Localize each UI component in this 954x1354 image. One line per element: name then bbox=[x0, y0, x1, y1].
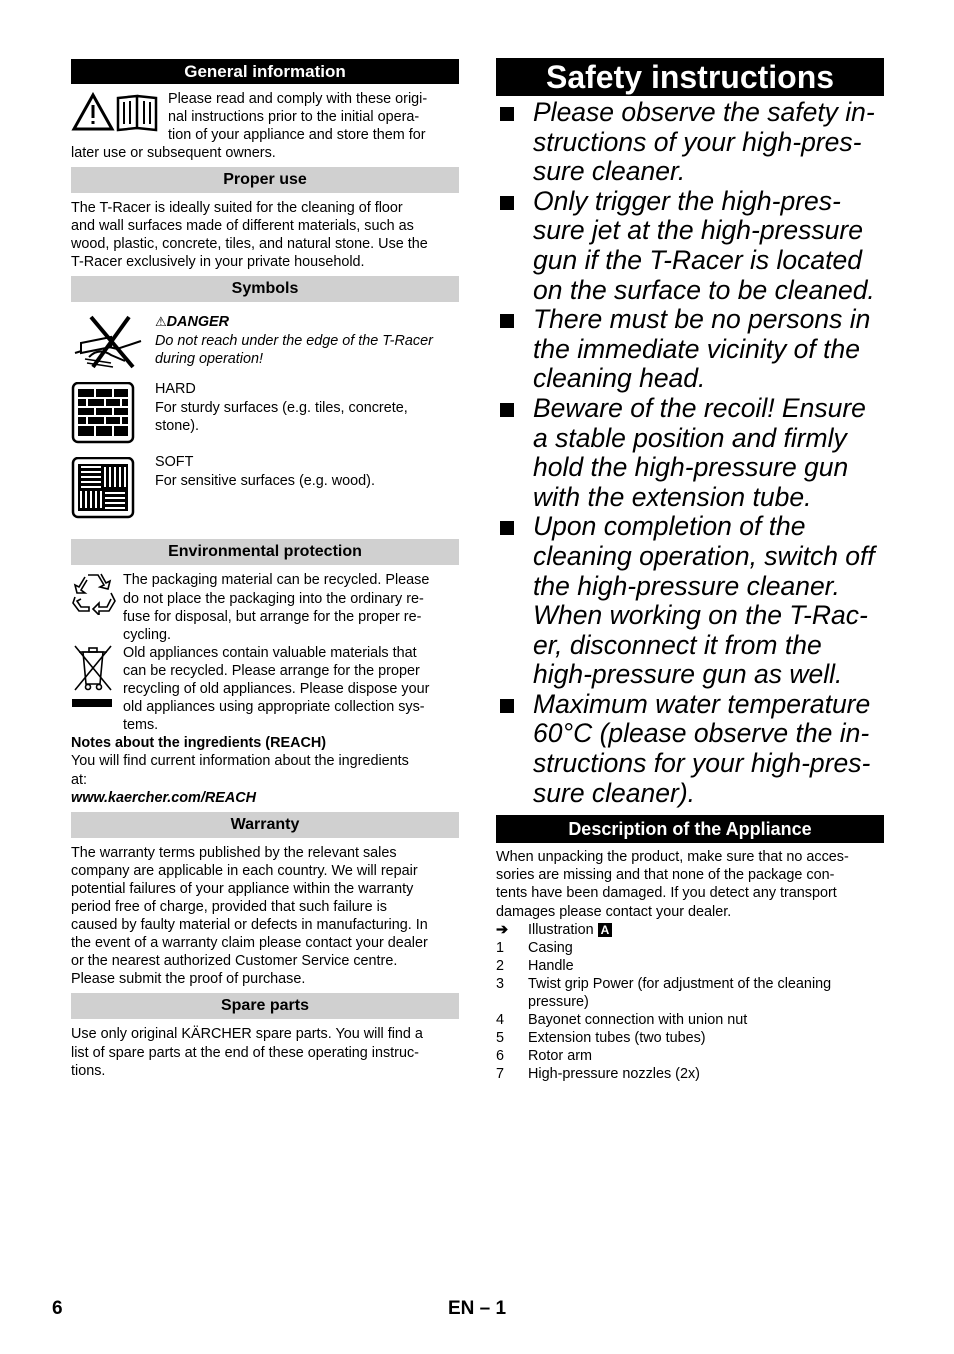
danger-label-text: DANGER bbox=[166, 314, 230, 331]
text-line: period free of charge, provided that such failure is bbox=[71, 898, 387, 915]
text-line: Beware of the recoil! Ensure bbox=[533, 392, 866, 423]
text-line: sure cleaner). bbox=[533, 777, 696, 808]
general-information-tail: later use or subsequent owners. bbox=[71, 145, 276, 161]
warranty-text bbox=[71, 844, 459, 989]
item-number: 6 bbox=[496, 1048, 505, 1065]
illustration-box: A bbox=[598, 923, 613, 937]
page-code: EN – 1 bbox=[448, 1298, 507, 1319]
text-line: There must be no persons in bbox=[533, 304, 871, 335]
list-item bbox=[496, 1065, 884, 1083]
safety-bullet-list bbox=[496, 98, 884, 808]
bullet-square-icon bbox=[500, 107, 514, 121]
text-line: The warranty terms published by the relevant sales bbox=[71, 844, 397, 861]
text-line: with the extension tube. bbox=[533, 481, 812, 512]
text-line: High-pressure nozzles (2x) bbox=[528, 1066, 700, 1083]
text-line: When working on the T-Rac- bbox=[533, 600, 868, 631]
text-line: Twist grip Power (for adjustment of the cleaning bbox=[528, 975, 832, 992]
text-line: cleaning operation, switch off bbox=[533, 540, 875, 571]
left-column bbox=[71, 59, 459, 1080]
text-line: structions of your high-pres- bbox=[533, 126, 862, 157]
text-line: stone). bbox=[155, 417, 199, 434]
safety-instructions-heading: Safety instructions bbox=[496, 58, 884, 96]
text-line: Do not reach under the edge of the T-Racer bbox=[155, 332, 433, 349]
list-item bbox=[496, 1029, 884, 1047]
bullet-square-icon bbox=[500, 314, 514, 328]
danger-label bbox=[155, 313, 433, 331]
text-line: fuse for disposal, but arrange for the proper re- bbox=[123, 608, 422, 625]
text-line: er, disconnect it from the bbox=[533, 629, 822, 660]
old-appliances-text bbox=[123, 644, 429, 734]
description-intro bbox=[496, 848, 884, 920]
text-line: sure cleaner. bbox=[533, 156, 686, 187]
text-line: You will find current information about the ingredients bbox=[71, 753, 409, 770]
text-line: tion of your appliance and store them for bbox=[168, 127, 426, 144]
general-information-block bbox=[71, 90, 459, 146]
text-line: For sensitive surfaces (e.g. wood). bbox=[155, 472, 375, 489]
text-line: Extension tubes (two tubes) bbox=[528, 1030, 706, 1047]
text-line: structions for your high-pres- bbox=[533, 748, 871, 779]
text-line: pressure) bbox=[528, 994, 589, 1010]
item-number: 7 bbox=[496, 1066, 505, 1083]
text-line: potential failures of your appliance within the warranty bbox=[71, 880, 414, 897]
text-line: Rotor arm bbox=[528, 1048, 592, 1065]
illustration-label: Illustration bbox=[528, 921, 594, 938]
description-heading: Description of the Appliance bbox=[496, 815, 884, 843]
proper-use-heading: Proper use bbox=[71, 167, 459, 193]
parts-list bbox=[496, 921, 884, 1084]
warning-triangle-icon: ⚠ bbox=[155, 314, 167, 330]
reach-title: Notes about the ingredients (REACH) bbox=[71, 735, 327, 752]
text-line: Please observe the safety in- bbox=[533, 97, 875, 127]
text-line: old appliances using appropriate collection sys- bbox=[123, 699, 425, 716]
text-line: cycling. bbox=[123, 626, 171, 643]
text-line: Handle bbox=[528, 957, 574, 974]
text-line: high-pressure gun as well. bbox=[533, 659, 843, 690]
text-line: The T-Racer is ideally suited for the cleaning of floor bbox=[71, 200, 403, 217]
warranty-heading: Warranty bbox=[71, 812, 459, 838]
symbols-heading: Symbols bbox=[71, 276, 459, 302]
text-line: Upon completion of the bbox=[533, 511, 806, 542]
warning-manual-icon bbox=[71, 90, 168, 146]
list-item bbox=[496, 939, 884, 957]
text-line: list of spare parts at the end of these operating instruc- bbox=[71, 1044, 419, 1061]
safety-bullet bbox=[496, 305, 884, 394]
item-number: 5 bbox=[496, 1030, 505, 1047]
soft-surface-icon bbox=[71, 457, 155, 524]
text-line: Bayonet connection with union nut bbox=[528, 1012, 748, 1029]
text-line: tions. bbox=[71, 1062, 106, 1079]
hard-symbol-text bbox=[155, 380, 408, 449]
list-item bbox=[496, 1047, 884, 1065]
safety-bullet bbox=[496, 690, 884, 808]
text-line: The packaging material can be recycled. Please bbox=[123, 572, 430, 589]
text-line: Please submit the proof of purchase. bbox=[71, 971, 306, 988]
environmental-protection-heading: Environmental protection bbox=[71, 539, 459, 565]
text-line: Please read and comply with these origi- bbox=[168, 91, 428, 107]
text-line: caused by faulty material or defects in manufacturing. In bbox=[71, 917, 428, 934]
page-number: 6 bbox=[52, 1298, 63, 1319]
text-line: tems. bbox=[123, 717, 159, 734]
packaging-text bbox=[123, 571, 429, 643]
text-line: damages please contact your dealer. bbox=[496, 903, 732, 920]
text-line: and wall surfaces made of different materials, such as bbox=[71, 218, 414, 235]
bullet-square-icon bbox=[500, 699, 514, 713]
no-hand-under-edge-icon bbox=[71, 313, 155, 376]
text-line: Maximum water temperature bbox=[533, 688, 871, 719]
safety-bullet bbox=[496, 187, 884, 305]
text-line: cleaning head. bbox=[533, 363, 706, 394]
text-line: 60°C (please observe the in- bbox=[533, 718, 870, 749]
proper-use-text bbox=[71, 199, 459, 271]
text-line: T-Racer exclusively in your private household. bbox=[71, 254, 365, 271]
reach-link[interactable]: www.kaercher.com/REACH bbox=[71, 789, 257, 806]
text-line: For sturdy surfaces (e.g. tiles, concrete, bbox=[155, 399, 408, 416]
text-line: hold the high-pressure gun bbox=[533, 452, 849, 483]
text-line: the event of a warranty claim please contact your dealer bbox=[71, 935, 428, 952]
text-line: a stable position and firmly bbox=[533, 422, 847, 453]
hard-label: HARD bbox=[155, 381, 196, 398]
danger-symbol-text bbox=[155, 313, 433, 376]
text-line: on the surface to be cleaned. bbox=[533, 274, 875, 305]
item-number: 4 bbox=[496, 1012, 505, 1029]
bullet-square-icon bbox=[500, 521, 514, 535]
general-information-text bbox=[168, 90, 427, 146]
text-line: can be recycled. Please arrange for the proper bbox=[123, 662, 420, 679]
soft-symbol-row bbox=[71, 454, 459, 524]
text-line: Only trigger the high-pres- bbox=[533, 185, 841, 216]
packaging-row bbox=[71, 571, 459, 643]
crossed-bin-icon bbox=[71, 644, 123, 734]
text-line: wood, plastic, concrete, tiles, and natural stone. Use the bbox=[71, 236, 428, 253]
text-line: When unpacking the product, make sure that no acces- bbox=[496, 849, 849, 866]
old-appliances-row bbox=[71, 644, 459, 734]
hard-surface-icon bbox=[71, 382, 155, 449]
hard-symbol-row bbox=[71, 382, 459, 449]
text-line: do not place the packaging into the ordinary re- bbox=[123, 590, 424, 607]
text-line: recycling of old appliances. Please dispose your bbox=[123, 681, 430, 698]
bullet-square-icon bbox=[500, 403, 514, 417]
safety-bullet bbox=[496, 394, 884, 512]
text-line: the immediate vicinity of the bbox=[533, 333, 860, 364]
text-line: the high-pressure cleaner. bbox=[533, 570, 840, 601]
text-line: at: bbox=[71, 771, 87, 788]
safety-bullet bbox=[496, 98, 884, 187]
soft-label: SOFT bbox=[155, 454, 194, 471]
list-item bbox=[496, 1011, 884, 1029]
list-item bbox=[496, 975, 884, 1011]
danger-symbol-row bbox=[71, 313, 459, 376]
bullet-square-icon bbox=[500, 196, 514, 210]
text-line: Old appliances contain valuable materials that bbox=[123, 644, 417, 661]
text-line: sure jet at the high-pressure bbox=[533, 215, 863, 246]
text-line: gun if the T-Racer is located bbox=[533, 244, 862, 275]
illustration-reference bbox=[496, 921, 884, 939]
list-item bbox=[496, 957, 884, 975]
text-line: or the nearest authorized Customer Service centre. bbox=[71, 953, 398, 970]
right-column bbox=[496, 58, 884, 1083]
text-line: company are applicable in each country. We will repair bbox=[71, 862, 418, 879]
general-information-heading: General information bbox=[71, 59, 459, 84]
text-line: tents have been damaged. If you detect any transport bbox=[496, 885, 837, 902]
safety-bullet bbox=[496, 512, 884, 690]
spare-parts-heading: Spare parts bbox=[71, 993, 459, 1019]
text-line: sories are missing and that none of the package con- bbox=[496, 867, 835, 884]
soft-symbol-text bbox=[155, 453, 375, 524]
text-line: Use only original KÄRCHER spare parts. You will find a bbox=[71, 1026, 423, 1043]
recycling-icon bbox=[71, 571, 123, 643]
item-number: 2 bbox=[496, 957, 505, 974]
item-number: 1 bbox=[496, 939, 505, 956]
text-line: Casing bbox=[528, 939, 573, 956]
reach-text bbox=[71, 752, 459, 788]
text-line: during operation! bbox=[155, 350, 264, 367]
text-line: nal instructions prior to the initial opera- bbox=[168, 109, 420, 126]
arrow-right-icon: ➔ bbox=[496, 921, 509, 938]
spare-parts-text bbox=[71, 1025, 459, 1079]
item-number: 3 bbox=[496, 975, 505, 992]
